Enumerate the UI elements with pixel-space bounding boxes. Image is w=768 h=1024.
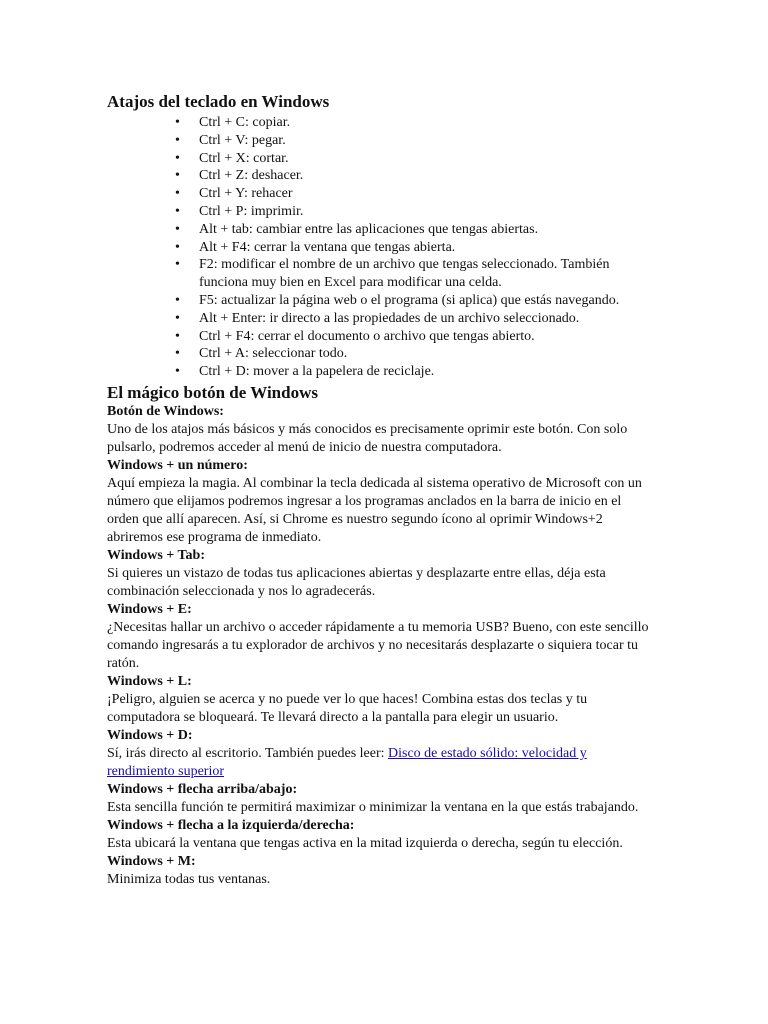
- list-item: • Ctrl + D: mover a la papelera de reciclaje.: [107, 363, 652, 381]
- shortcut-list: [107, 114, 652, 381]
- item-heading: Windows + Tab:: [107, 547, 205, 563]
- list-item: • Ctrl + Z: deshacer.: [107, 167, 652, 185]
- item-text: Esta sencilla función te permitirá maximizar o minimizar la ventana en la que estás trabajando.: [107, 799, 639, 815]
- list-item: • Ctrl + X: cortar.: [107, 150, 652, 168]
- item-heading: Windows + un número:: [107, 457, 248, 473]
- item-heading: Windows + E:: [107, 601, 192, 617]
- list-item: • Alt + Enter: ir directo a las propiedades de un archivo seleccionado.: [107, 310, 652, 328]
- item-text: Sí, irás directo al escritorio. También puedes leer:: [107, 745, 389, 761]
- item-text: Uno de los atajos más básicos y más conocidos es precisamente oprimir este botón. Con solo pulsarlo, podremos acceder al menú de inicio de nuestra computadora.: [107, 421, 628, 455]
- list-item: • Ctrl + P: imprimir.: [107, 203, 652, 221]
- item-heading: Windows + M:: [107, 853, 196, 869]
- item-text: Esta ubicará la ventana que tengas activa en la mitad izquierda o derecha, según tu elección.: [107, 835, 623, 851]
- item-heading: Windows + flecha a la izquierda/derecha:: [107, 817, 355, 833]
- page-title: Atajos del teclado en Windows: [107, 92, 330, 111]
- section-title: El mágico botón de Windows: [107, 382, 318, 402]
- item-text-with-link: [107, 745, 652, 781]
- item-text: ¡Peligro, alguien se acerca y no puede ver lo que haces! Combina estas dos teclas y tu computadora se bloqueará. Te llevará directo a la pantalla para elegir un usuario.: [107, 691, 588, 725]
- item-text: ¿Necesitas hallar un archivo o acceder rápidamente a tu memoria USB? Bueno, con este sencillo comando ingresarás a tu explorador de archivos y no necesitarás desplazarte o siquiera tocar tu ratón.: [107, 619, 649, 671]
- item-heading: Windows + flecha arriba/abajo:: [107, 781, 298, 797]
- item-heading: Windows + D:: [107, 727, 193, 743]
- list-item: • Ctrl + C: copiar.: [107, 114, 652, 132]
- item-heading: Windows + L:: [107, 673, 192, 689]
- list-item: • Ctrl + V: pegar.: [107, 132, 652, 150]
- item-heading: Botón de Windows:: [107, 403, 224, 419]
- list-item: • Ctrl + Y: rehacer: [107, 185, 652, 203]
- item-text: Si quieres un vistazo de todas tus aplicaciones abiertas y desplazarte entre ellas, déja esta combinación seleccionada y nos lo agradecerás.: [107, 565, 606, 599]
- list-item: • Alt + tab: cambiar entre las aplicaciones que tengas abiertas.: [107, 221, 652, 239]
- list-item: • F2: modificar el nombre de un archivo que tengas seleccionado. También funciona muy bien en Excel para modificar una celda.: [107, 256, 652, 292]
- item-text: Aquí empieza la magia. Al combinar la tecla dedicada al sistema operativo de Microsoft con un número que elijamos podremos ingresar a los programas anclados en la barra de inicio en el orden que allí aparecen. Así, si Chrome es nuestro segundo ícono al oprimir Windows+2 abriremos ese programa de inmediato.: [107, 475, 642, 545]
- list-item: • Ctrl + F4: cerrar el documento o archivo que tengas abierto.: [107, 328, 652, 346]
- list-item: • F5: actualizar la página web o el programa (si aplica) que estás navegando.: [107, 292, 652, 310]
- list-item: • Alt + F4: cerrar la ventana que tengas abierta.: [107, 239, 652, 257]
- list-item: • Ctrl + A: seleccionar todo.: [107, 345, 652, 363]
- item-text: Minimiza todas tus ventanas.: [107, 871, 271, 887]
- document-content: [107, 92, 652, 889]
- related-article-link[interactable]: Disco de estado sólido: velocidad y rendimiento superior: [107, 745, 587, 779]
